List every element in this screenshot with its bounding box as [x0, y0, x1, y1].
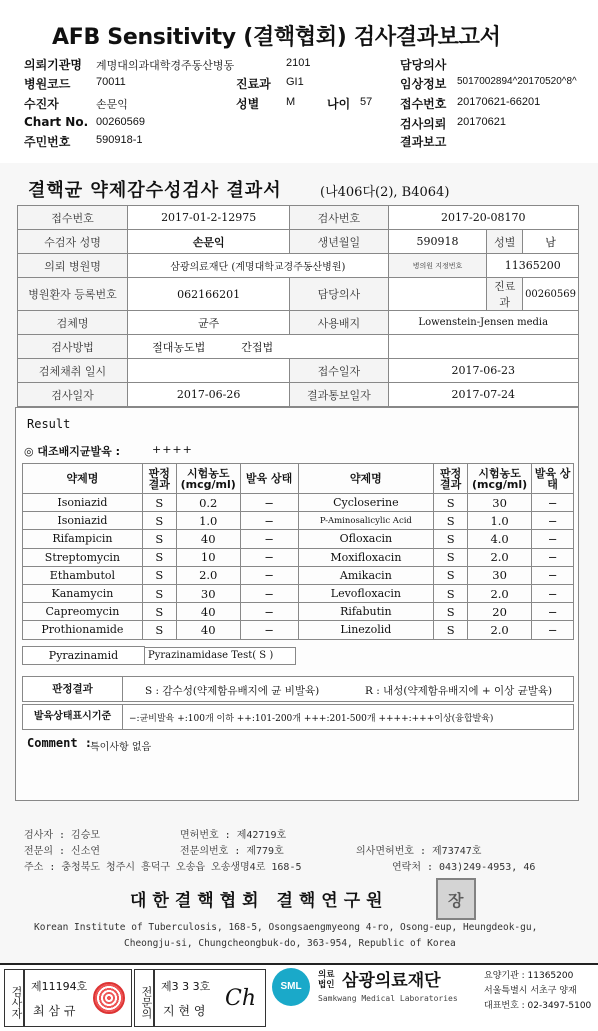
drug-sensitivity-table — [22, 463, 574, 640]
collect-date — [128, 359, 290, 383]
drug-row — [23, 566, 574, 584]
col-header-judge: 판정 결과 — [142, 464, 176, 494]
empty-cell — [388, 335, 578, 359]
dept: 00260569 — [523, 278, 579, 311]
field-label: 임상정보 — [400, 77, 447, 91]
drug-growth: − — [532, 603, 574, 621]
info-label: 검사방법 — [18, 335, 128, 359]
drug-name: Amikacin — [298, 566, 434, 584]
drug-concentration: 1.0 — [468, 512, 532, 530]
drug-judgement: S — [142, 512, 176, 530]
org-prefix — [318, 970, 334, 990]
patient-reg-number: 062166201 — [128, 278, 290, 311]
judge-legend-s: S : 감수성(약제함유배지에 균 비발육) — [145, 685, 320, 697]
judge-legend-label: 판정결과 — [23, 677, 123, 701]
drug-row — [23, 494, 574, 512]
drug-growth: − — [240, 603, 298, 621]
field-label: Chart No. — [24, 115, 89, 129]
sml-logo-icon: SML — [272, 968, 310, 1006]
drug-growth: − — [240, 584, 298, 602]
control-growth-label: ◎ 대조배지균발육 : — [24, 445, 121, 458]
drug-judgement: S — [142, 621, 176, 639]
drug-judgement: S — [434, 548, 468, 566]
patient-info-table — [17, 205, 579, 407]
judge-legend-r: R : 내성(약제함유배지에 + 이상 균발육) — [365, 685, 553, 697]
field-value: 590918-1 — [96, 134, 143, 146]
inspector-seal-icon — [93, 982, 125, 1014]
drug-growth: − — [532, 566, 574, 584]
drug-name: Isoniazid — [23, 494, 143, 512]
drug-name: P-Aminosalicylic Acid — [298, 512, 434, 530]
org-phone: 대표번호 : 02-3497-5100 — [484, 1001, 592, 1011]
footer-english: Korean Institute of Tuberculosis, 168-5, Osongsaengmyeong 4-ro, Osong-eup, Heungdeok-gu, — [34, 922, 538, 933]
footer-english: Cheongju-si, Chungcheongbuk-do, 363-954, Republic of Korea — [124, 938, 456, 949]
field-value: 00260569 — [96, 116, 145, 128]
org-name: 삼광의료재단 — [342, 971, 441, 991]
col-header-growth: 발육 상태 — [532, 464, 574, 494]
result-label: Result — [27, 417, 71, 431]
field-value: 2101 — [286, 57, 311, 69]
col-header-drug: 약제명 — [298, 464, 434, 494]
drug-row — [23, 584, 574, 602]
method — [128, 335, 388, 359]
info-label: 검사번호 — [290, 206, 388, 230]
footer-text: 전문의번호 : 제779호 — [180, 846, 284, 857]
drug-judgement: S — [142, 566, 176, 584]
control-growth-value: ++++ — [152, 443, 193, 456]
specialist-license: 제3 3 3호 — [161, 980, 211, 993]
field-value: 20170621 — [457, 116, 506, 128]
drug-growth: − — [532, 621, 574, 639]
inspector-tag: 검사자 — [4, 969, 24, 1027]
drug-growth: − — [240, 621, 298, 639]
doctor — [388, 278, 487, 311]
drug-judgement: S — [434, 584, 468, 602]
inspector-name: 최 삼 규 — [33, 1004, 76, 1018]
pza-name: Pyrazinamid — [22, 646, 145, 665]
info-label: 담당의사 — [290, 278, 388, 311]
col-header-judge: 판정 결과 — [434, 464, 468, 494]
col-header-growth: 발육 상태 — [240, 464, 298, 494]
designated-number: 11365200 — [487, 254, 579, 278]
method-2: 간접법 — [241, 340, 274, 354]
drug-growth: − — [532, 530, 574, 548]
report-title: AFB Sensitivity (결핵협회) 검사결과보고서 — [52, 25, 501, 50]
growth-criteria — [22, 704, 574, 730]
drug-growth: − — [240, 512, 298, 530]
field-label: 주민번호 — [24, 135, 71, 149]
hospital-name: 삼광의료재단 (계명대학교경주동산병원) — [128, 254, 388, 278]
field-value: 20170621-66201 — [457, 96, 541, 108]
org-prefix-2: 법인 — [318, 980, 335, 990]
drug-judgement: S — [434, 512, 468, 530]
drug-name: Rifampicin — [23, 530, 143, 548]
drug-concentration: 40 — [176, 530, 240, 548]
drug-name: Ethambutol — [23, 566, 143, 584]
footer-text: 면허번호 : 제42719호 — [180, 830, 287, 841]
judge-legend — [22, 676, 574, 702]
drug-name: Streptomycin — [23, 548, 143, 566]
field-value: 70011 — [96, 76, 126, 88]
drug-name: Rifabutin — [298, 603, 434, 621]
drug-concentration: 2.0 — [468, 621, 532, 639]
comment-value: 특이사항 없음 — [90, 742, 152, 753]
specialist-signature-icon: Ch — [225, 986, 257, 1011]
col-header-conc: 시험농도 (mcg/ml) — [176, 464, 240, 494]
field-value: 계명대의과대학경주동산병동 — [96, 60, 235, 72]
drug-concentration: 0.2 — [176, 494, 240, 512]
footer-text: 전문의 : 신소연 — [24, 846, 101, 857]
info-label: 병의원 지정번호 — [388, 254, 487, 278]
drug-growth: − — [532, 512, 574, 530]
drug-judgement: S — [434, 603, 468, 621]
info-label: 수검자 성명 — [18, 230, 128, 254]
field-label: 나이 — [327, 97, 351, 111]
field-value: 손문익 — [96, 99, 128, 111]
drug-row — [23, 512, 574, 530]
form-title: 결핵균 약제감수성검사 결과서 — [28, 180, 282, 201]
drug-growth: − — [240, 530, 298, 548]
drug-name: Kanamycin — [23, 584, 143, 602]
drug-concentration: 4.0 — [468, 530, 532, 548]
org-address: 서울특별시 서초구 양재 — [484, 986, 577, 996]
method-1: 절대농도법 — [152, 340, 206, 354]
col-header-conc: 시험농도 (mcg/ml) — [468, 464, 532, 494]
field-value: 57 — [360, 96, 373, 108]
association-name: 대한결핵협회 결핵연구원 — [130, 891, 389, 911]
field-label: 진료과 — [236, 77, 271, 91]
specimen: 균주 — [128, 311, 290, 335]
field-label: 담당의사 — [400, 58, 447, 72]
report-date: 2017-07-24 — [388, 383, 578, 407]
info-label: 검사일자 — [18, 383, 128, 407]
birth-date: 590918 — [388, 230, 487, 254]
drug-growth: − — [532, 548, 574, 566]
test-number: 2017-20-08170 — [388, 206, 578, 230]
field-label: 접수번호 — [400, 97, 447, 111]
seal-char: 장 — [448, 891, 464, 910]
drug-growth: − — [532, 584, 574, 602]
drug-growth: − — [240, 566, 298, 584]
info-label: 성별 — [487, 230, 523, 254]
drug-judgement: S — [434, 530, 468, 548]
field-label: 검사의뢰 — [400, 117, 447, 131]
drug-growth: − — [240, 548, 298, 566]
info-label: 결과통보일자 — [290, 383, 388, 407]
drug-concentration: 2.0 — [468, 548, 532, 566]
info-label: 접수번호 — [18, 206, 128, 230]
footer-text: 연락처 : 043)249-4953, 46 — [392, 862, 536, 873]
drug-row — [23, 530, 574, 548]
drug-judgement: S — [142, 548, 176, 566]
drug-name: Isoniazid — [23, 512, 143, 530]
drug-judgement: S — [142, 530, 176, 548]
drug-name: Prothionamide — [23, 621, 143, 639]
drug-judgement: S — [434, 621, 468, 639]
drug-row — [23, 603, 574, 621]
col-header-drug: 약제명 — [23, 464, 143, 494]
drug-judgement: S — [434, 494, 468, 512]
info-label: 병원환자 등록번호 — [18, 278, 128, 311]
footer-text: 의사면허번호 : 제73747호 — [356, 846, 482, 857]
org-english: Samkwang Medical Laboratories — [318, 994, 458, 1003]
pza-test: Pyrazinamidase Test( S ) — [144, 647, 296, 665]
drug-name: Capreomycin — [23, 603, 143, 621]
field-value: GI1 — [286, 76, 304, 88]
drug-row — [23, 548, 574, 566]
field-label: 병원코드 — [24, 77, 71, 91]
info-label: 접수일자 — [290, 359, 388, 383]
info-label: 사용배지 — [290, 311, 388, 335]
drug-judgement: S — [434, 566, 468, 584]
form-subtitle: (나406다(2), B4064) — [320, 185, 450, 200]
drug-growth: − — [532, 494, 574, 512]
drug-judgement: S — [142, 603, 176, 621]
field-label: 결과보고 — [400, 135, 447, 149]
medium: Lowenstein-Jensen media — [388, 311, 578, 335]
specialist-tag: 전문의 — [134, 969, 154, 1027]
growth-criteria-label: 발육상태표시기준 — [23, 705, 123, 729]
receive-date: 2017-06-23 — [388, 359, 578, 383]
footer-text: 주소 : 충청북도 청주시 흥덕구 오송읍 오송생명4로 168-5 — [24, 862, 302, 873]
field-value: M — [286, 96, 296, 108]
specialist-box — [154, 969, 266, 1027]
drug-concentration: 40 — [176, 621, 240, 639]
drug-concentration: 20 — [468, 603, 532, 621]
inspector-box — [24, 969, 132, 1027]
growth-criteria-value: −:균비발육 +:100개 이하 ++:101-200개 +++:201-500개 ++++:+++이상(융합발육) — [129, 714, 494, 724]
org-code: 요양기관 : 11365200 — [484, 971, 574, 981]
drug-concentration: 30 — [176, 584, 240, 602]
info-label: 생년월일 — [290, 230, 388, 254]
drug-concentration: 30 — [468, 566, 532, 584]
drug-name: Linezolid — [298, 621, 434, 639]
drug-concentration: 30 — [468, 494, 532, 512]
drug-row — [23, 621, 574, 639]
org-prefix-1: 의료 — [318, 970, 335, 980]
drug-concentration: 1.0 — [176, 512, 240, 530]
inspector-license: 제11194호 — [31, 980, 88, 993]
info-label: 진료과 — [487, 278, 523, 311]
drug-name: Levofloxacin — [298, 584, 434, 602]
comment-label: Comment : — [27, 736, 93, 750]
patient-name: 손문익 — [128, 230, 290, 254]
field-value: 5017002894^20170520^8^ — [457, 76, 577, 87]
drug-concentration: 2.0 — [468, 584, 532, 602]
info-label: 검체명 — [18, 311, 128, 335]
receipt-number: 2017-01-2-12975 — [128, 206, 290, 230]
official-seal-icon — [436, 878, 476, 920]
drug-judgement: S — [142, 584, 176, 602]
info-label: 검체채취 일시 — [18, 359, 128, 383]
info-label: 의뢰 병원명 — [18, 254, 128, 278]
test-date: 2017-06-26 — [128, 383, 290, 407]
drug-concentration: 10 — [176, 548, 240, 566]
drug-name: Ofloxacin — [298, 530, 434, 548]
sex: 남 — [523, 230, 579, 254]
field-label: 의뢰기관명 — [24, 58, 82, 72]
drug-name: Moxifloxacin — [298, 548, 434, 566]
field-label: 수진자 — [24, 97, 59, 111]
drug-name: Cycloserine — [298, 494, 434, 512]
drug-concentration: 40 — [176, 603, 240, 621]
drug-concentration: 2.0 — [176, 566, 240, 584]
specialist-name: 지 현 영 — [163, 1004, 206, 1018]
footer-text: 검사자 : 김승모 — [24, 830, 101, 841]
drug-growth: − — [240, 494, 298, 512]
field-label: 성별 — [236, 97, 260, 111]
drug-judgement: S — [142, 494, 176, 512]
